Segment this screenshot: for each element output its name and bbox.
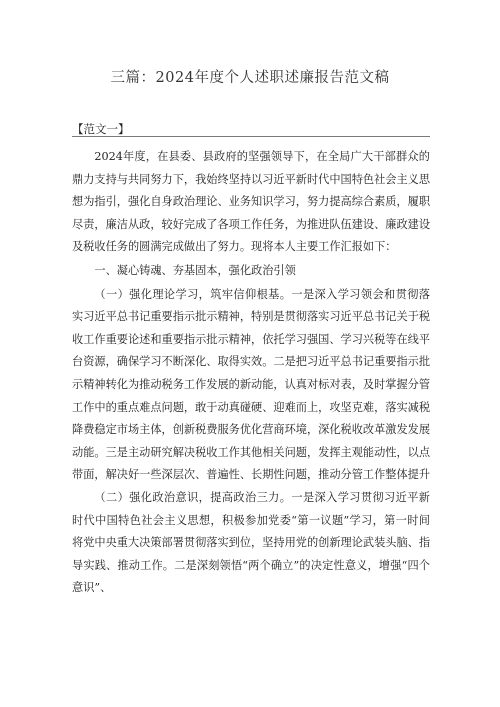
- heading-part-one: 一、凝心铸魂、夯基固本，强化政治引领: [94, 263, 296, 277]
- section-label: 【范文一】: [72, 122, 130, 136]
- section-divider: [72, 136, 430, 137]
- paragraph-theory-study: （一）强化理论学习，筑牢信仰根基。一是深入学习领会和贯彻落实习近平总书记重要指示批示精神，特别是贯彻落实习近平总书记关于税收工作重要论述和重要指示批示精神，依托学习强国、学习兴税等在线平台资源，确保学习不断深化、取得实效。二是把习近平总书记重要指示批示精神转化为推动税务工作发展的新动能，认真对标对表，及时掌握分管工作中的重点难点问题，敢于动真碰硬、迎难而上，攻坚克难，落实减税降费稳定市场主体，创新税费服务优化营商环境，深化税收改革激发发展动能。三是主动研究解决税收工作其他相关问题，发挥主观能动性，以点带面，解决好一些深层次、普遍性、长期性问题，推动分管工作整体提升: [72, 287, 431, 482]
- paragraph-intro: 2024年度，在县委、县政府的坚强领导下，在全局广大干部群众的鼎力支持与共同努力下，我始终坚持以习近平新时代中国特色社会主义思想为指引，强化自身政治理论、业务知识学习，努力提高综合素质，履职尽责，廉洁从政，较好完成了各项工作任务，为推进队伍建设、廉政建设及税收任务的圆满完成做出了努力。现将本人主要工作汇报如下：: [72, 150, 431, 254]
- paragraph-political-awareness: （二）强化政治意识，提高政治三力。一是深入学习贯彻习近平新时代中国特色社会主义思想，积极参加党委“第一议题”学习，第一时间将党中央重大决策部署贯彻落实到位，坚持用党的创新理论武装头脑、指导实践、推动工作。二是深刻领悟“两个确立”的决定性意义，增强“四个意识”、: [72, 490, 431, 595]
- document-body: [72, 146, 430, 600]
- document-title: 三篇：2024年度个人述职述廉报告范文稿: [110, 70, 390, 86]
